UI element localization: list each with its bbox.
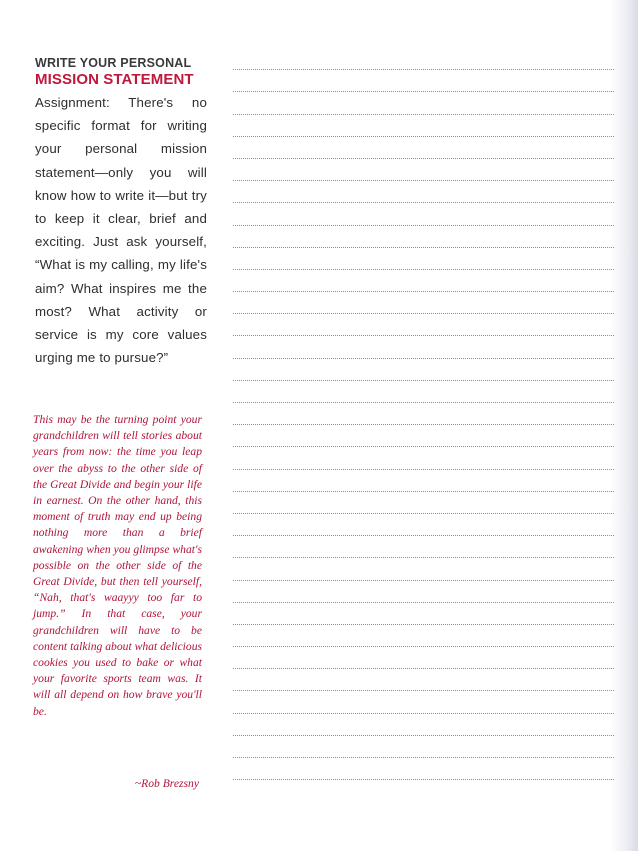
- writing-line[interactable]: [233, 115, 614, 137]
- writing-line[interactable]: [233, 470, 614, 492]
- heading-line-2: MISSION STATEMENT: [35, 71, 194, 88]
- writing-line[interactable]: [233, 603, 614, 625]
- writing-line[interactable]: [233, 336, 614, 358]
- writing-line[interactable]: [233, 270, 614, 292]
- writing-line[interactable]: [233, 625, 614, 647]
- writing-line[interactable]: [233, 447, 614, 469]
- writing-lines[interactable]: [233, 48, 614, 780]
- writing-line[interactable]: [233, 669, 614, 691]
- writing-line[interactable]: [233, 581, 614, 603]
- writing-line[interactable]: [233, 203, 614, 225]
- assignment-column: [35, 56, 207, 369]
- writing-line[interactable]: [233, 70, 614, 92]
- writing-line[interactable]: [233, 359, 614, 381]
- writing-line[interactable]: [233, 381, 614, 403]
- writing-line[interactable]: [233, 248, 614, 270]
- writing-line[interactable]: [233, 159, 614, 181]
- writing-line[interactable]: [233, 647, 614, 669]
- writing-line[interactable]: [233, 558, 614, 580]
- page-edge-shadow: [610, 0, 638, 851]
- writing-line[interactable]: [233, 691, 614, 713]
- quote-text: This may be the turning point your grandchildren will tell stories about years from now: the time you leap over the abyss to the other side of the Great Divide and begin your life in earnest. On the other hand, this moment of truth may end up being nothing more than a brief awakening when you glimpse what's possible on the other side of the Great Divide, but then tell yourself, “Nah, that's waayyy too far to jump.” In that case, your grandchildren will have to be content talking about what delicious cookies you used to bake or what your favorite sports team was. It will all depend on how brave you'll be.: [33, 413, 202, 718]
- quote-attribution: ~Rob Brezsny: [134, 777, 199, 790]
- heading-line-1: WRITE YOUR PERSONAL: [35, 56, 192, 70]
- writing-line[interactable]: [233, 292, 614, 314]
- writing-line[interactable]: [233, 736, 614, 758]
- writing-line[interactable]: [233, 758, 614, 780]
- writing-line[interactable]: [233, 92, 614, 114]
- writing-line[interactable]: [233, 48, 614, 70]
- writing-line[interactable]: [233, 226, 614, 248]
- writing-line[interactable]: [233, 314, 614, 336]
- writing-line[interactable]: [233, 492, 614, 514]
- writing-line[interactable]: [233, 514, 614, 536]
- writing-line[interactable]: [233, 403, 614, 425]
- writing-line[interactable]: [233, 714, 614, 736]
- writing-line[interactable]: [233, 425, 614, 447]
- writing-line[interactable]: [233, 536, 614, 558]
- assignment-text: Assignment: There's no specific format for writing your personal mission statement—only you will know how to write it—but try to keep it clear, brief and exciting. Just ask yourself, “What is my calling, my life's aim? What inspires me the most? What activity or service is my core values urging me to pursue?”: [35, 95, 207, 366]
- writing-line[interactable]: [233, 181, 614, 203]
- writing-line[interactable]: [233, 137, 614, 159]
